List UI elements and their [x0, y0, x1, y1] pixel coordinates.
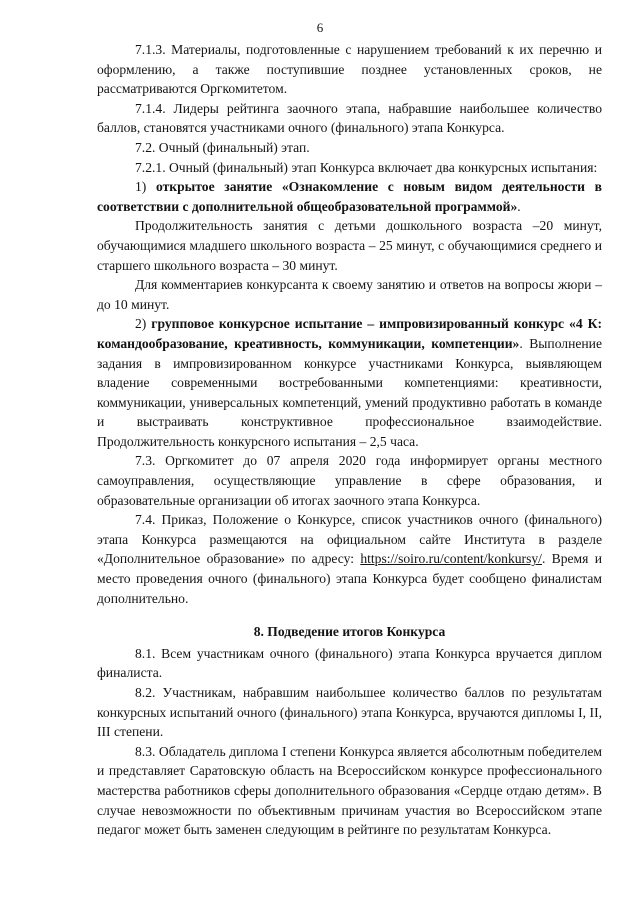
page-number: 6 — [316, 20, 324, 35]
paragraph-7-4-part-1: 7.4. Приказ, Положение о Конкурсе, список участников очного (финального) этапа Конкурса размещаются на официальном сайте Института в разделе «Дополнительное образование» по адресу: — [97, 512, 602, 567]
paragraph-8-2: 8.2. Участникам, набравшим наибольшее количество баллов по результатам конкурсных испытаний очного (финального) этапа Конкурса, вручаются дипломы I, II, III степени. — [97, 685, 602, 740]
paragraph-7-3: 7.3. Оргкомитет до 07 апреля 2020 года информирует органы местного самоуправления, осуществляющие управление в сфере образования, и образовательные организации об итогах заочного этапа Конкурса. — [97, 453, 602, 508]
konkursy-link[interactable]: https://soiro.ru/content/konkursy/ — [360, 551, 542, 567]
item-1-end: . — [517, 198, 521, 214]
paragraph-7-4-part-2: . Время и место проведения очного (финального) этапа Конкурса будет сообщено финалистам дополнительно. — [97, 551, 602, 606]
paragraph-8-1: 8.1. Всем участникам очного (финального) этапа Конкурса вручается диплом финалиста. — [97, 645, 602, 681]
paragraph-lesson-duration: Продолжительность занятия с детьми дошкольного возраста –20 минут, обучающимися младшего школьного возраста – 25 минут, с обучающимися среднего и старшего школьного возраста – 30 минут. — [97, 218, 602, 273]
paragraph-7-4 — [97, 510, 602, 608]
paragraph-7-1-4: 7.1.4. Лидеры рейтинга заочного этапа, набравшие наибольшее количество баллов, становятся участниками очного (финального) этапа Конкурса. — [97, 100, 602, 136]
item-2-number: 2) — [135, 316, 152, 332]
paragraph-7-1-3: 7.1.3. Материалы, подготовленные с нарушением требований к их перечню и оформлению, а также поступившие позднее установленных сроков, не рассматриваются Оргкомитетом. — [97, 42, 602, 97]
document-body — [97, 40, 602, 840]
paragraph-7-2: 7.2. Очный (финальный) этап. — [135, 139, 310, 155]
paragraph-jury-comments: Для комментариев конкурсанта к своему занятию и ответов на вопросы жюри – до 10 минут. — [97, 277, 602, 312]
paragraph-8-3: 8.3. Обладатель диплома I степени Конкурса является абсолютным победителем и представляет Саратовскую область на Всероссийском конкурсе профессионального мастерства работников сферы дополнительного образования «Сердце отдаю детям». В случае невозможности по объективным причинам участия во Всероссийском этапе педагог может быть заменен следующим в рейтинге по результатам Конкурса. — [97, 743, 602, 838]
item-1-title: открытое занятие «Ознакомление с новым видом деятельности в соответствии с дополнительной общеобразовательной программой» — [97, 179, 602, 214]
paragraph-7-2-1: 7.2.1. Очный (финальный) этап Конкурса включает два конкурсных испытания: — [135, 159, 598, 175]
item-2-title: групповое конкурсное испытание – импровизированный конкурс «4 К: командообразование, креативность, коммуникации, компетенции» — [97, 316, 602, 351]
section-heading-8: 8. Подведение итогов Конкурса — [253, 624, 446, 640]
item-1-number: 1) — [135, 179, 156, 195]
item-2-description: . Выполнение задания в импровизированном конкурсе участниками Конкурса, выявляющем владение современными востребованными компетенциями: креативности, коммуникации, универсальных компетенций, умений продуктивно работать в команде и выстраивать конструктивное профессиональное взаимодействие. Продолжительность конкурсного испытания – 2,5 часа. — [97, 335, 602, 449]
contest-item-2 — [97, 314, 602, 451]
contest-item-1 — [97, 177, 602, 216]
